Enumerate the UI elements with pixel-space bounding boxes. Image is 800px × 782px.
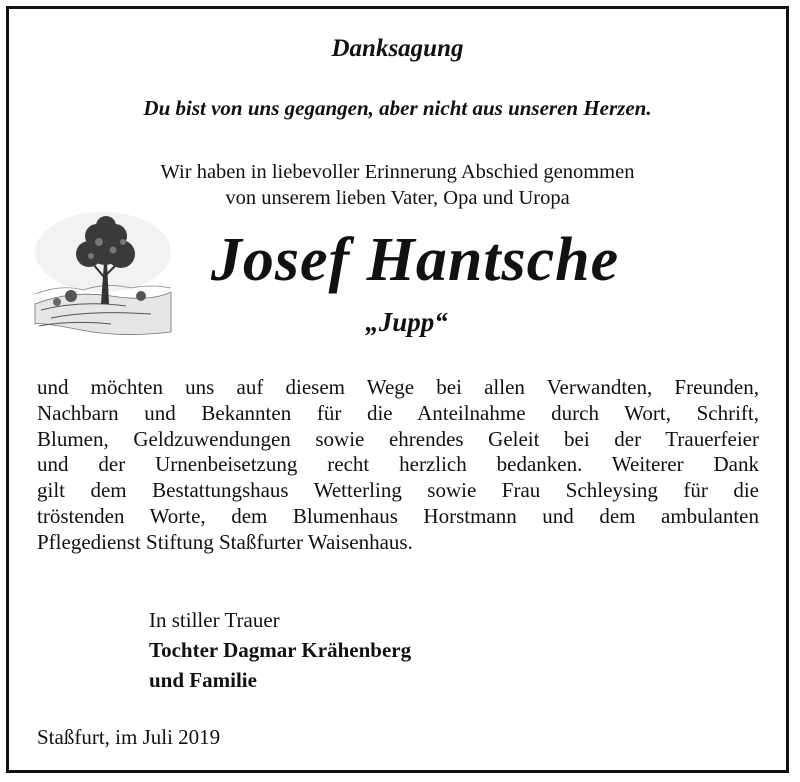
obituary-card (6, 6, 789, 773)
mourner-name: Tochter Dagmar Krähenberg (149, 638, 412, 662)
body-line: Blumen, Geldzuwendungen sowie ehrendes Geleit bei der Trauerfeier (37, 426, 759, 451)
intro-line: von unserem lieben Vater, Opa und Uropa (225, 187, 570, 209)
notice-motto: Du bist von uns gegangen, aber nicht aus unseren Herzen. (143, 96, 652, 120)
mourner-family: und Familie (149, 668, 257, 692)
body-line: und möchten uns auf diesem Wege bei allen Verwandten, Freunden, (37, 375, 759, 399)
body-line: und der Urnenbeisetzung recht herzlich bedanken. Weiterer Dank (37, 452, 759, 477)
intro-line: Wir haben in liebevoller Erinnerung Abschied genommen (160, 161, 635, 183)
body-line: tröstenden Worte, dem Blumenhaus Horstmann und dem ambulanten (37, 503, 759, 528)
notice-title: Danksagung (331, 35, 464, 62)
deceased-name: Josef Hantsche (210, 226, 620, 294)
signature-line: In stiller Trauer (149, 608, 280, 632)
deceased-nickname: „Jupp“ (365, 307, 448, 337)
place-date: Staßfurt, im Juli 2019 (37, 725, 221, 749)
body-line: Pflegedienst Stiftung Staßfurter Waisenhaus. (37, 529, 413, 554)
body-line: gilt dem Bestattungshaus Wetterling sowie Frau Schleysing für die (37, 478, 759, 503)
thanks-paragraph (37, 375, 759, 556)
body-line: Nachbarn und Bekannten für die Anteilnahme durch Wort, Schrift, (37, 400, 759, 425)
signature-block (149, 605, 411, 695)
